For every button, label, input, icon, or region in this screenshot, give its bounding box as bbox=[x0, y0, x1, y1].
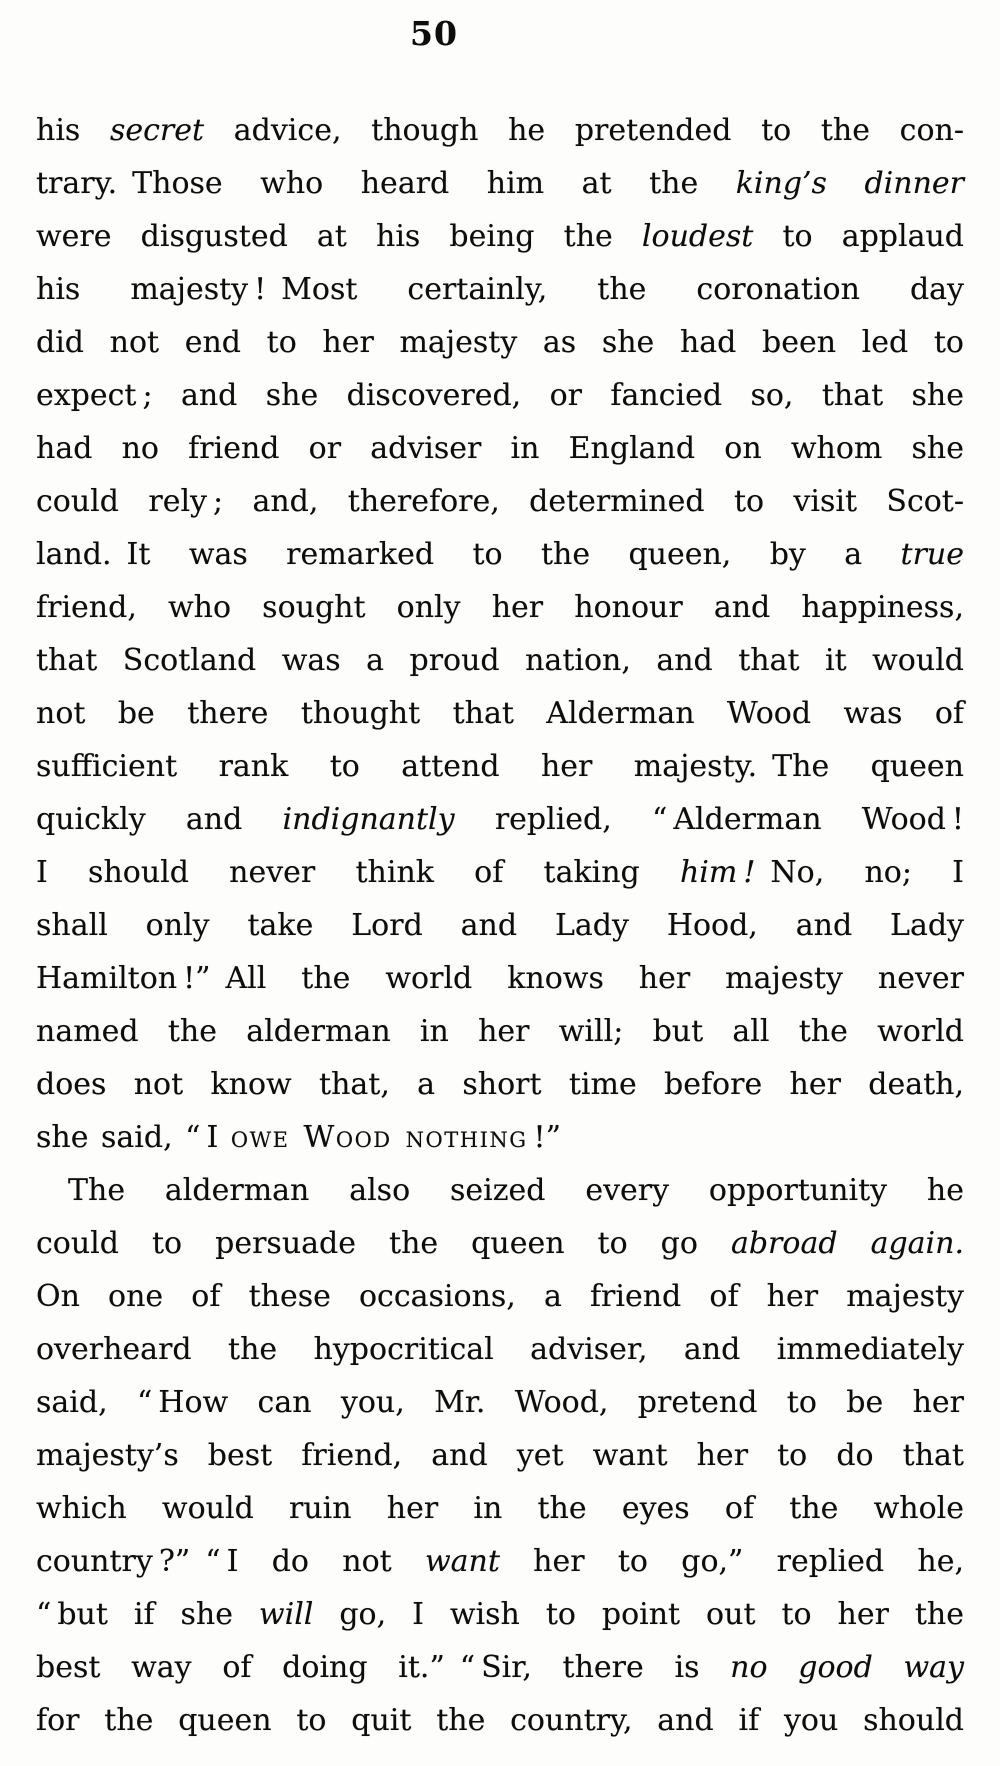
text-run: not be there thought that Alderman Wood was of bbox=[36, 696, 964, 731]
italic-text-run: loudest bbox=[641, 219, 754, 254]
italic-text-run: him ! bbox=[679, 855, 756, 890]
text-run: had no friend or adviser in England on whom she bbox=[36, 431, 964, 466]
text-run: could rely ; and, therefore, determined to visit Scot- bbox=[36, 484, 964, 519]
text-run: majesty’s best friend, and yet want her to do that bbox=[36, 1438, 964, 1473]
text-run: her to go,” replied he, bbox=[499, 1544, 964, 1579]
text-line bbox=[36, 793, 964, 846]
text-line bbox=[36, 263, 964, 316]
text-line bbox=[36, 1641, 964, 1694]
text-run: The alderman also seized every opportunity he bbox=[68, 1173, 964, 1208]
text-line bbox=[36, 475, 964, 528]
text-line bbox=[36, 952, 964, 1005]
text-line bbox=[36, 369, 964, 422]
text-line bbox=[36, 899, 964, 952]
smallcaps-text-run: owe Wood nothing bbox=[230, 1120, 528, 1155]
text-run: expect ; and she discovered, or fancied so, that she bbox=[36, 378, 964, 413]
text-run: were disgusted at his being the bbox=[36, 219, 642, 254]
italic-text-run: abroad again. bbox=[730, 1226, 964, 1261]
text-line bbox=[36, 104, 964, 157]
text-line bbox=[36, 157, 964, 210]
text-line bbox=[36, 316, 964, 369]
text-line bbox=[36, 1535, 964, 1588]
text-line bbox=[36, 528, 964, 581]
text-run: she said, “ I bbox=[36, 1120, 231, 1155]
text-line bbox=[36, 1005, 964, 1058]
text-run: I should never think of taking bbox=[36, 855, 680, 890]
text-run: quickly and bbox=[36, 802, 283, 837]
text-run: country ?” “ I do not bbox=[36, 1544, 425, 1579]
text-line bbox=[36, 1164, 964, 1217]
text-run: “ but if she bbox=[36, 1597, 259, 1632]
text-run: said, “ How can you, Mr. Wood, pretend to be her bbox=[36, 1385, 964, 1420]
italic-text-run: no good way bbox=[730, 1650, 964, 1685]
text-run: advice, though he pretended to the con- bbox=[204, 113, 964, 148]
italic-text-run: want bbox=[424, 1544, 500, 1579]
text-line bbox=[36, 1270, 964, 1323]
text-run: could to persuade the queen to go bbox=[36, 1226, 731, 1261]
text-line bbox=[36, 846, 964, 899]
text-run: friend, who sought only her honour and happiness, bbox=[36, 590, 964, 625]
text-run: Hamilton !” All the world knows her majesty never bbox=[36, 961, 964, 996]
text-run: that Scotland was a proud nation, and that it would bbox=[36, 643, 964, 678]
text-run: shall only take Lord and Lady Hood, and Lady bbox=[36, 908, 964, 943]
text-line bbox=[36, 634, 964, 687]
text-run: replied, “ Alderman Wood ! bbox=[454, 802, 964, 837]
paragraph bbox=[36, 104, 964, 1164]
text-line bbox=[36, 1429, 964, 1482]
text-run: No, no; I bbox=[755, 855, 964, 890]
text-line bbox=[36, 1588, 964, 1641]
text-line bbox=[36, 422, 964, 475]
text-run: best way of doing it.” “ Sir, there is bbox=[36, 1650, 731, 1685]
text-run: to applaud bbox=[753, 219, 964, 254]
text-run: which would ruin her in the eyes of the whole bbox=[36, 1491, 964, 1526]
text-line bbox=[36, 1323, 964, 1376]
paragraph bbox=[36, 1164, 964, 1747]
italic-text-run: king’s dinner bbox=[735, 166, 964, 201]
text-run: overheard the hypocritical adviser, and immediately bbox=[36, 1332, 964, 1367]
text-block bbox=[36, 104, 964, 1747]
text-run: sufficient rank to attend her majesty. The queen bbox=[36, 749, 964, 784]
italic-text-run: will bbox=[258, 1597, 314, 1632]
italic-text-run: indignantly bbox=[282, 802, 455, 837]
text-line bbox=[36, 1111, 964, 1164]
text-line bbox=[36, 1694, 964, 1747]
text-line bbox=[36, 1058, 964, 1111]
text-run: !” bbox=[527, 1120, 561, 1155]
text-run: go, I wish to point out to her the bbox=[313, 1597, 964, 1632]
text-line bbox=[36, 210, 964, 263]
text-run: his bbox=[36, 113, 110, 148]
italic-text-run: true bbox=[900, 537, 964, 572]
text-run: did not end to her majesty as she had been led to bbox=[36, 325, 964, 360]
text-run: for the queen to quit the country, and if you should bbox=[36, 1703, 964, 1738]
text-run: land. It was remarked to the queen, by a bbox=[36, 537, 901, 572]
text-line bbox=[36, 1376, 964, 1429]
text-run: On one of these occasions, a friend of her majesty bbox=[36, 1279, 964, 1314]
text-run: trary. Those who heard him at the bbox=[36, 166, 736, 201]
text-run: named the alderman in her will; but all the world bbox=[36, 1014, 964, 1049]
italic-text-run: secret bbox=[109, 113, 205, 148]
page-number: 50 bbox=[410, 14, 458, 53]
text-line bbox=[36, 1482, 964, 1535]
text-line bbox=[36, 1217, 964, 1270]
text-run: does not know that, a short time before her death, bbox=[36, 1067, 964, 1102]
text-line bbox=[36, 687, 964, 740]
text-line bbox=[36, 740, 964, 793]
text-run: his majesty ! Most certainly, the coronation day bbox=[36, 272, 964, 307]
text-line bbox=[36, 581, 964, 634]
